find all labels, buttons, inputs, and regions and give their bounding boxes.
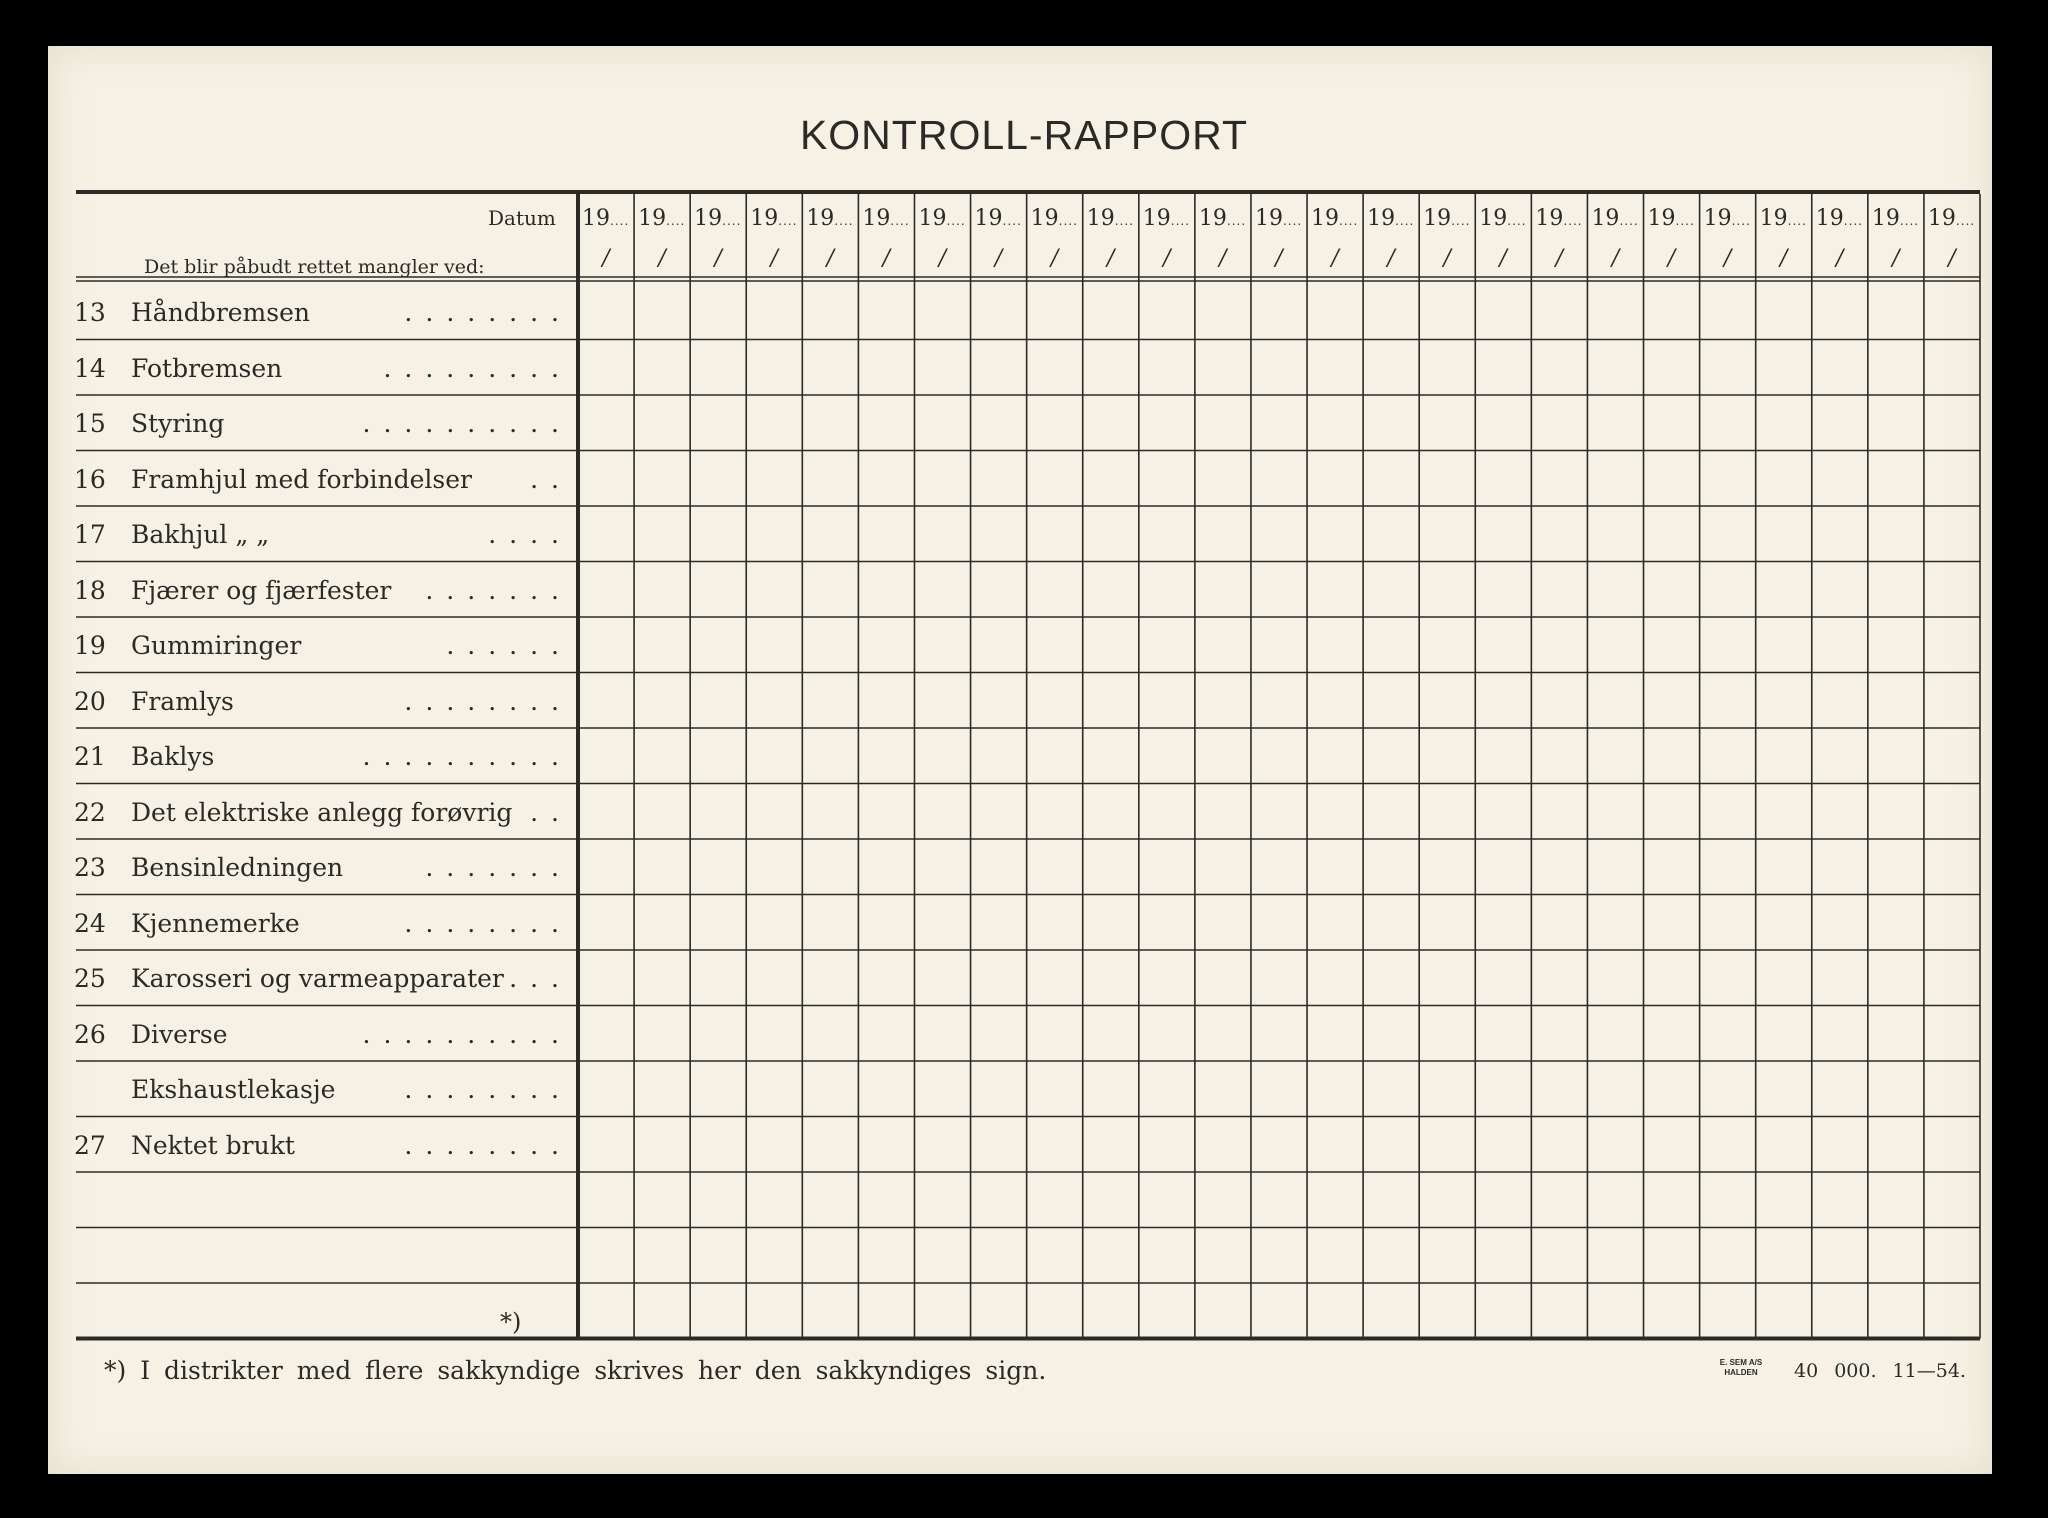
date-year-field: 19.... [1647, 206, 1695, 231]
date-day-month-field: / [1050, 246, 1059, 271]
row-number: 20 [74, 686, 106, 716]
date-year-field: 19.... [1927, 206, 1976, 231]
date-year-field: 19.... [806, 206, 854, 231]
row-label: Håndbremsen [131, 298, 310, 327]
date-day-month-field: / [1892, 246, 1900, 271]
printer-imprint: E. SEM A/S HALDEN [1719, 1358, 1763, 1377]
date-day-month-field: / [602, 246, 610, 271]
date-year-field: 19.... [1142, 206, 1191, 231]
year-prefix: 19 [638, 206, 667, 231]
date-year-field: 19.... [1871, 206, 1920, 231]
leader-dots: .. [530, 797, 572, 827]
date-year-field: 19.... [1254, 206, 1303, 231]
leader-dots: ...... [446, 631, 572, 660]
year-prefix: 19 [1142, 206, 1171, 231]
date-year-field: 19.... [1030, 206, 1078, 231]
date-day-month-field: / [826, 246, 835, 271]
date-year-field: 19.... [1535, 206, 1583, 231]
year-prefix: 19 [1871, 206, 1900, 231]
date-day-month-field: / [1331, 246, 1339, 271]
row-number: 23 [74, 853, 106, 882]
row-label: Kjennemerke [131, 908, 300, 938]
year-prefix: 19 [582, 206, 610, 231]
leader-dots: ....... [425, 575, 572, 605]
row-number: 19 [74, 631, 106, 660]
date-day-month-field: / [1779, 246, 1788, 271]
leader-dots: ........ [404, 908, 572, 938]
date-year-field: 19.... [638, 206, 686, 231]
date-day-month-field: / [1219, 246, 1227, 271]
year-prefix: 19 [1535, 206, 1564, 231]
date-day-month-field: / [1499, 246, 1507, 271]
date-year-field: 19.... [750, 206, 798, 231]
row-number: 27 [74, 1130, 106, 1160]
date-year-field: 19.... [918, 206, 966, 231]
date-day-month-field: / [658, 246, 666, 271]
date-year-field: 19.... [1759, 206, 1807, 231]
date-year-field: 19.... [694, 206, 742, 231]
year-prefix: 19 [1927, 206, 1956, 231]
row-number: 24 [74, 908, 106, 938]
date-year-field: 19.... [1815, 206, 1864, 231]
row-label: Det elektriske anlegg forøvrig [131, 797, 513, 827]
form-title: KONTROLL-RAPPORT [799, 112, 1249, 158]
row-label: Nektet brukt [131, 1130, 295, 1160]
year-prefix: 19 [974, 206, 1003, 231]
row-number: 15 [74, 409, 106, 438]
date-day-month-field: / [1387, 246, 1395, 271]
year-prefix: 19 [1591, 206, 1620, 231]
date-year-field: 19.... [1367, 206, 1415, 231]
year-prefix: 19 [806, 206, 835, 231]
date-year-field: 19.... [974, 206, 1022, 231]
year-prefix: 19 [1086, 206, 1115, 231]
row-label: Baklys [131, 742, 215, 771]
row-number: 18 [74, 575, 106, 605]
row-number: 25 [74, 964, 106, 993]
year-prefix: 19 [1479, 206, 1508, 231]
leader-dots: ... [509, 964, 572, 993]
date-day-month-field: / [1555, 246, 1564, 271]
date-day-month-field: / [1836, 246, 1844, 271]
date-year-field: 19.... [582, 206, 630, 231]
leader-dots: .......... [362, 742, 572, 771]
leader-dots: .......... [362, 409, 572, 438]
row-label: Bensinledningen [131, 853, 344, 882]
date-year-field: 19.... [1311, 206, 1359, 231]
date-day-month-field: / [1611, 246, 1620, 271]
leader-dots: ........ [404, 1075, 572, 1104]
row-label: Bakhjul „ „ [131, 520, 270, 549]
year-prefix: 19 [694, 206, 723, 231]
date-day-month-field: / [1723, 246, 1732, 271]
footnote: *) I distrikter med flere sakkyndige skrives her den sakkyndiges sign. [104, 1356, 1047, 1385]
row-number: 17 [74, 520, 106, 549]
date-day-month-field: / [770, 246, 778, 271]
row-number: 26 [74, 1019, 106, 1049]
row-label: Gummiringer [131, 631, 302, 660]
date-day-month-field: / [1275, 246, 1283, 271]
year-prefix: 19 [1759, 206, 1788, 231]
year-prefix: 19 [862, 206, 891, 231]
row-label: Framlys [131, 686, 234, 716]
signature-marker: *) [500, 1308, 522, 1336]
date-day-month-field: / [1443, 246, 1451, 271]
year-prefix: 19 [918, 206, 947, 231]
row-label: Fotbremsen [131, 353, 283, 383]
row-label: Ekshaustlekasje [131, 1075, 336, 1104]
date-year-field: 19.... [1479, 206, 1527, 231]
row-label: Diverse [131, 1019, 228, 1049]
leader-dots: ......... [383, 353, 572, 383]
date-year-field: 19.... [1086, 206, 1134, 231]
leader-dots: ....... [425, 853, 572, 882]
leader-dots: .. [530, 464, 572, 494]
year-prefix: 19 [1367, 206, 1396, 231]
row-label: Fjærer og fjærfester [131, 575, 392, 605]
row-number: 21 [74, 742, 106, 771]
date-day-month-field: / [882, 246, 891, 271]
datum-label: Datum [488, 206, 556, 230]
row-number: 22 [74, 797, 106, 827]
date-day-month-field: / [1107, 246, 1115, 271]
date-day-month-field: / [1948, 246, 1956, 271]
date-year-field: 19.... [1423, 206, 1471, 231]
date-year-field: 19.... [1591, 206, 1639, 231]
date-year-field: 19.... [1198, 206, 1247, 231]
print-info: 40 000. 11—54. [1794, 1360, 1966, 1382]
leader-dots: .... [488, 520, 572, 549]
row-label: Karosseri og varmeapparater [131, 964, 504, 993]
year-prefix: 19 [750, 206, 779, 231]
row-number: 14 [74, 353, 106, 383]
year-prefix: 19 [1815, 206, 1844, 231]
date-day-month-field: / [714, 246, 722, 271]
date-year-field: 19.... [862, 206, 910, 231]
year-prefix: 19 [1703, 206, 1732, 231]
row-label: Styring [131, 409, 225, 438]
date-day-month-field: / [1163, 246, 1171, 271]
year-prefix: 19 [1423, 206, 1452, 231]
date-day-month-field: / [1667, 246, 1676, 271]
date-day-month-field: / [994, 246, 1003, 271]
leader-dots: .......... [362, 1019, 572, 1049]
date-day-month-field: / [938, 246, 947, 271]
year-prefix: 19 [1647, 206, 1676, 231]
year-prefix: 19 [1198, 206, 1227, 231]
leader-dots: ........ [404, 1130, 572, 1160]
column-subheading: Det blir påbudt rettet mangler ved: [144, 256, 485, 278]
leader-dots: ........ [404, 686, 572, 716]
year-prefix: 19 [1254, 206, 1283, 231]
row-number: 16 [74, 464, 106, 494]
leader-dots: ........ [404, 298, 572, 327]
row-number: 13 [74, 298, 106, 327]
date-year-field: 19.... [1703, 206, 1751, 231]
year-prefix: 19 [1311, 206, 1340, 231]
year-prefix: 19 [1030, 206, 1059, 231]
row-label: Framhjul med forbindelser [131, 464, 472, 494]
